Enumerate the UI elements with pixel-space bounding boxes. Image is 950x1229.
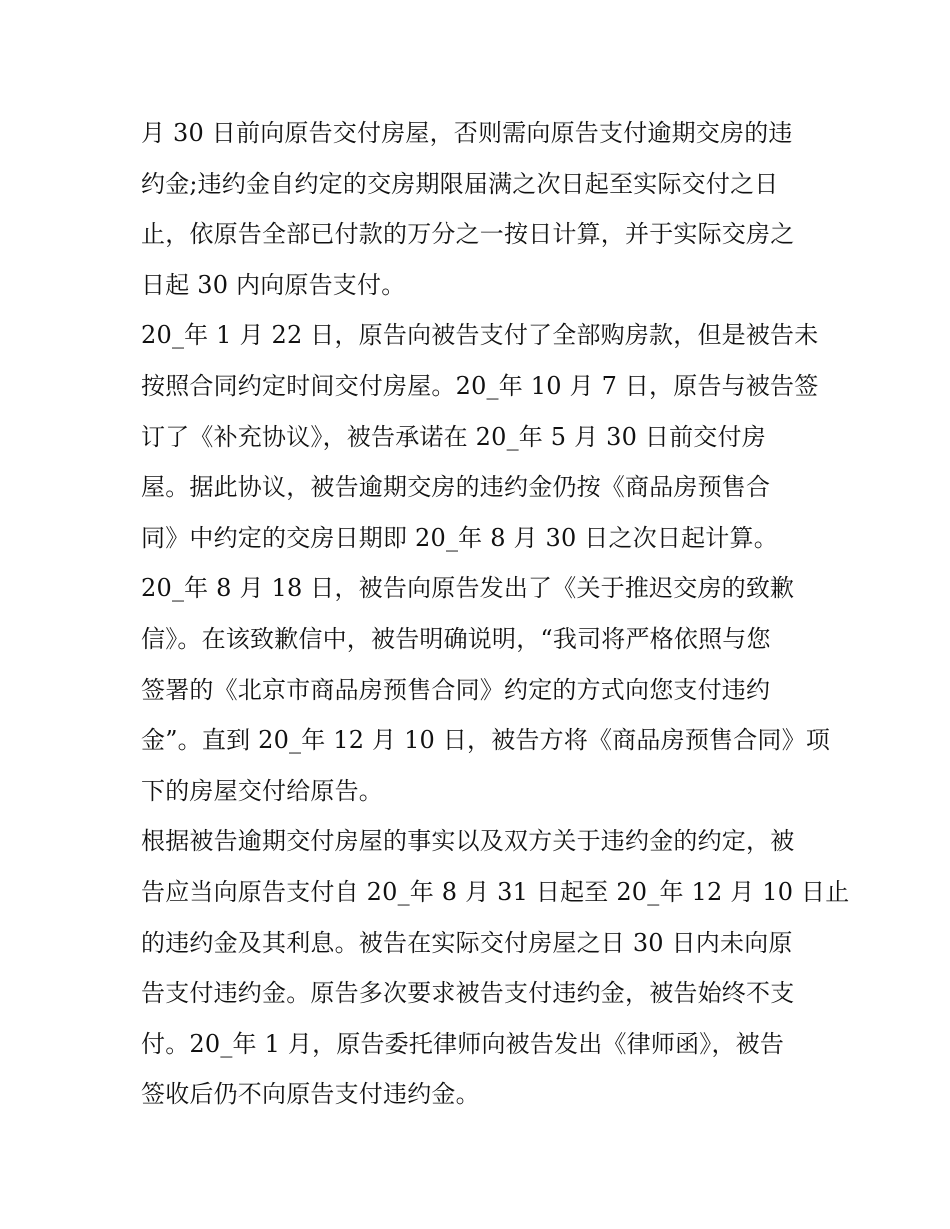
text-line: 订了《补充协议》，被告承诺在 20_年 5 月 30 日前交付房 — [141, 422, 766, 451]
text-line: 付。20_年 1 月，原告委托律师向被告发出《律师函》，被告 — [141, 1029, 785, 1058]
text-line: 月 30 日前向原告交付房屋，否则需向原告支付逾期交房的违 — [141, 119, 793, 147]
text-line: 签收后仍不向原告支付违约金。 — [141, 1080, 480, 1109]
text-line: 的违约金及其利息。被告在实际交付房屋之日 30 日内未向原 — [141, 928, 793, 957]
text-line: 屋。据此协议，被告逾期交房的违约金仍按《商品房预售合 — [141, 473, 771, 502]
text-line: 约金;违约金自约定的交房期限届满之次日起至实际交付之日 — [141, 169, 779, 198]
text-line: 告支付违约金。原告多次要求被告支付违约金，被告始终不支 — [141, 979, 795, 1008]
text-line: 签署的《北京市商品房预售合同》约定的方式向您支付违约 — [141, 675, 771, 704]
text-line: 根据被告逾期交付房屋的事实以及双方关于违约金的约定，被 — [141, 827, 795, 856]
text-line: 20_年 8 月 18 日，被告向原告发出了《关于推迟交房的致歉 — [141, 574, 795, 603]
text-line: 告应当向原告支付自 20_年 8 月 31 日起至 20_年 12 月 10 日止 — [141, 877, 850, 906]
text-line: 日起 30 内向原告支付。 — [141, 270, 406, 299]
text-line: 止，依原告全部已付款的万分之一按日计算，并于实际交房之 — [141, 220, 795, 249]
text-line: 20_年 1 月 22 日，原告向被告支付了全部购房款，但是被告未 — [141, 321, 819, 350]
text-line: 按照合同约定时间交付房屋。20_年 10 月 7 日，原告与被告签 — [141, 371, 819, 400]
text-line: 金”。直到 20_年 12 月 10 日，被告方将《商品房预售合同》项 — [141, 726, 831, 755]
text-line: 信》。在该致歉信中，被告明确说明，“我司将严格依照与您 — [141, 624, 771, 653]
text-line: 下的房屋交付给原告。 — [141, 776, 383, 805]
text-line: 同》中约定的交房日期即 20_年 8 月 30 日之次日起计算。 — [141, 523, 778, 552]
document-body — [141, 108, 850, 1120]
